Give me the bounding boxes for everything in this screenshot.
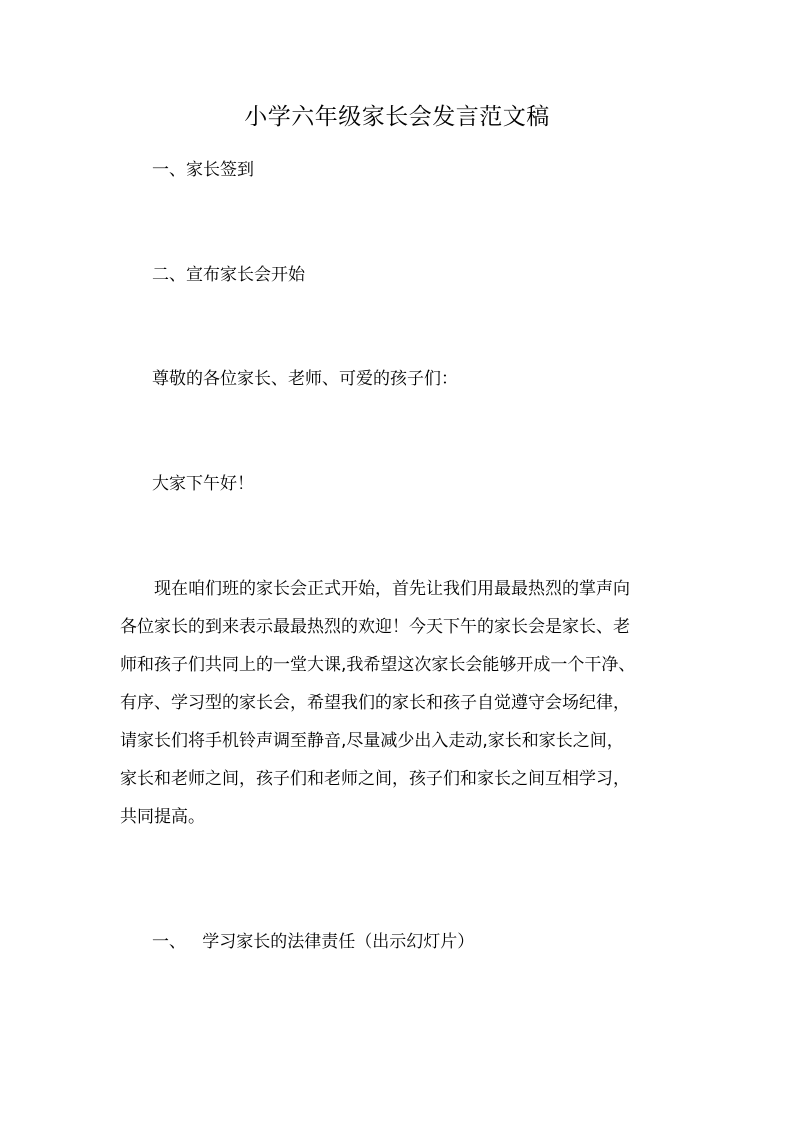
subsection-heading: 一、 学习家长的法律责任（出示幻灯片） bbox=[152, 932, 475, 952]
body-line: 有序、学习型的家长会，希望我们的家长和孩子自觉遵守会场纪律， bbox=[120, 693, 630, 713]
body-line: 家长和老师之间，孩子们和老师之间，孩子们和家长之间互相学习， bbox=[120, 769, 630, 789]
body-line: 各位家长的到来表示最最热烈的欢迎！今天下午的家长会是家长、老 bbox=[120, 617, 630, 637]
section-heading-1: 一、家长签到 bbox=[152, 160, 254, 180]
salutation-line: 大家下午好！ bbox=[152, 474, 254, 494]
body-line: 师和孩子们共同上的一堂大课,我希望这次家长会能够开成一个干净、 bbox=[120, 655, 636, 675]
document-title: 小学六年级家长会发言范文稿 bbox=[244, 104, 550, 130]
greeting-line: 尊敬的各位家长、老师、可爱的孩子们： bbox=[152, 369, 458, 389]
section-heading-2: 二、宣布家长会开始 bbox=[152, 265, 305, 285]
body-line: 现在咱们班的家长会正式开始，首先让我们用最最热烈的掌声向 bbox=[154, 579, 630, 599]
body-line: 请家长们将手机铃声调至静音,尽量减少出入走动,家长和家长之间， bbox=[120, 731, 624, 751]
body-line: 共同提高。 bbox=[120, 807, 205, 827]
body-paragraph bbox=[120, 570, 680, 836]
